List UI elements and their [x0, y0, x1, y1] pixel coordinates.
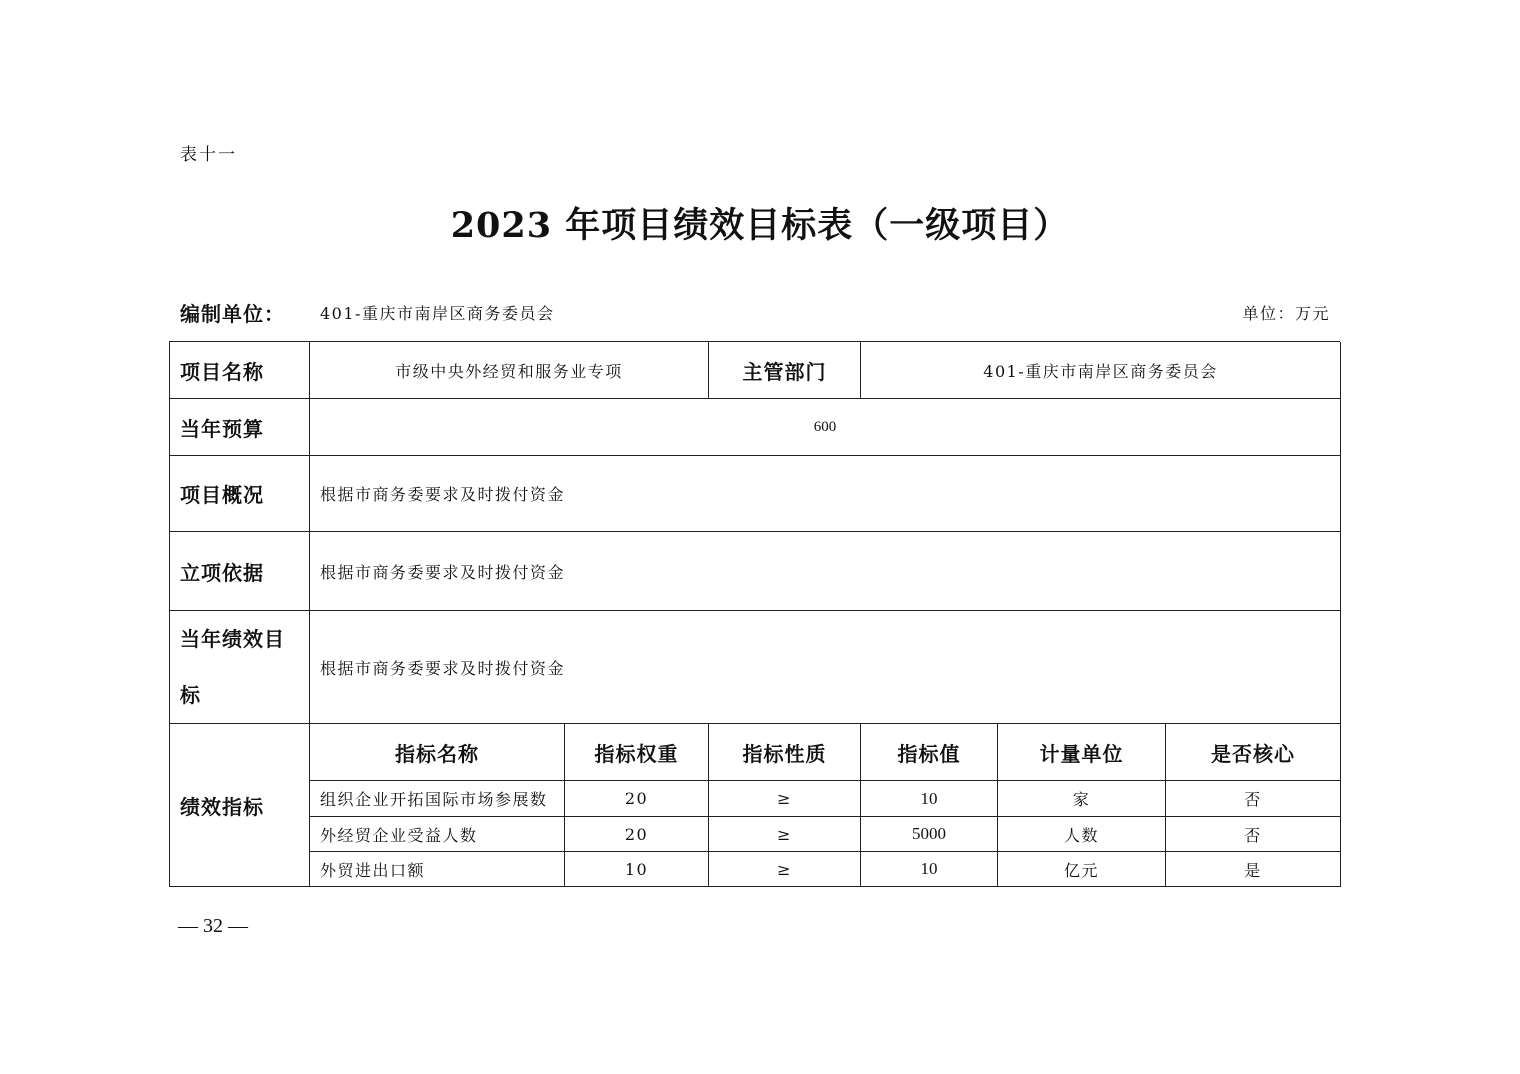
overview-label: 项目概况	[170, 456, 310, 532]
annual-goal-label-line1: 当年绩效目	[180, 627, 285, 651]
annual-goal-label	[170, 611, 310, 724]
indicator-value: 5000	[861, 817, 998, 852]
indicator-weight: 20	[565, 781, 709, 817]
compiler-row	[180, 298, 1330, 328]
indicator-core: 否	[1166, 817, 1341, 852]
annual-goal-label-line2: 标	[180, 683, 201, 707]
project-name-value: 市级中央外经贸和服务业专项	[310, 342, 709, 399]
unit-label: 单位：万元	[1242, 304, 1330, 323]
header-indicator-value: 指标值	[861, 724, 998, 781]
header-is-core: 是否核心	[1166, 724, 1341, 781]
indicator-unit: 人数	[998, 817, 1166, 852]
compiler-label: 编制单位：	[180, 302, 285, 326]
indicator-unit: 家	[998, 781, 1166, 817]
basis-label: 立项依据	[170, 532, 310, 611]
indicator-core: 否	[1166, 781, 1341, 817]
overview-value: 根据市商务委要求及时拨付资金	[310, 456, 1341, 532]
indicator-name: 外贸进出口额	[310, 852, 565, 887]
indicator-value: 10	[861, 852, 998, 887]
indicator-nature: ≥	[709, 781, 861, 817]
performance-target-table	[169, 341, 1340, 887]
indicator-value: 10	[861, 781, 998, 817]
department-value: 401-重庆市南岸区商务委员会	[861, 342, 1341, 399]
indicator-nature: ≥	[709, 817, 861, 852]
header-indicator-weight: 指标权重	[565, 724, 709, 781]
project-name-label: 项目名称	[170, 342, 310, 399]
page-number: — 32 —	[178, 915, 248, 937]
budget-label: 当年预算	[170, 399, 310, 456]
table-label: 表十一	[180, 145, 237, 165]
document-title: 2023 年项目绩效目标表（一级项目）	[450, 205, 1070, 246]
indicator-weight: 20	[565, 817, 709, 852]
budget-value: 600	[310, 399, 1341, 456]
indicators-section-label: 绩效指标	[170, 724, 310, 887]
compiler-value: 401-重庆市南岸区商务委员会	[320, 304, 555, 323]
basis-value: 根据市商务委要求及时拨付资金	[310, 532, 1341, 611]
indicator-weight: 10	[565, 852, 709, 887]
header-indicator-name: 指标名称	[310, 724, 565, 781]
indicator-unit: 亿元	[998, 852, 1166, 887]
indicator-nature: ≥	[709, 852, 861, 887]
indicator-name: 外经贸企业受益人数	[310, 817, 565, 852]
annual-goal-value: 根据市商务委要求及时拨付资金	[310, 611, 1341, 724]
department-label: 主管部门	[709, 342, 861, 399]
header-measure-unit: 计量单位	[998, 724, 1166, 781]
indicator-name: 组织企业开拓国际市场参展数	[310, 781, 565, 817]
header-indicator-nature: 指标性质	[709, 724, 861, 781]
indicator-core: 是	[1166, 852, 1341, 887]
